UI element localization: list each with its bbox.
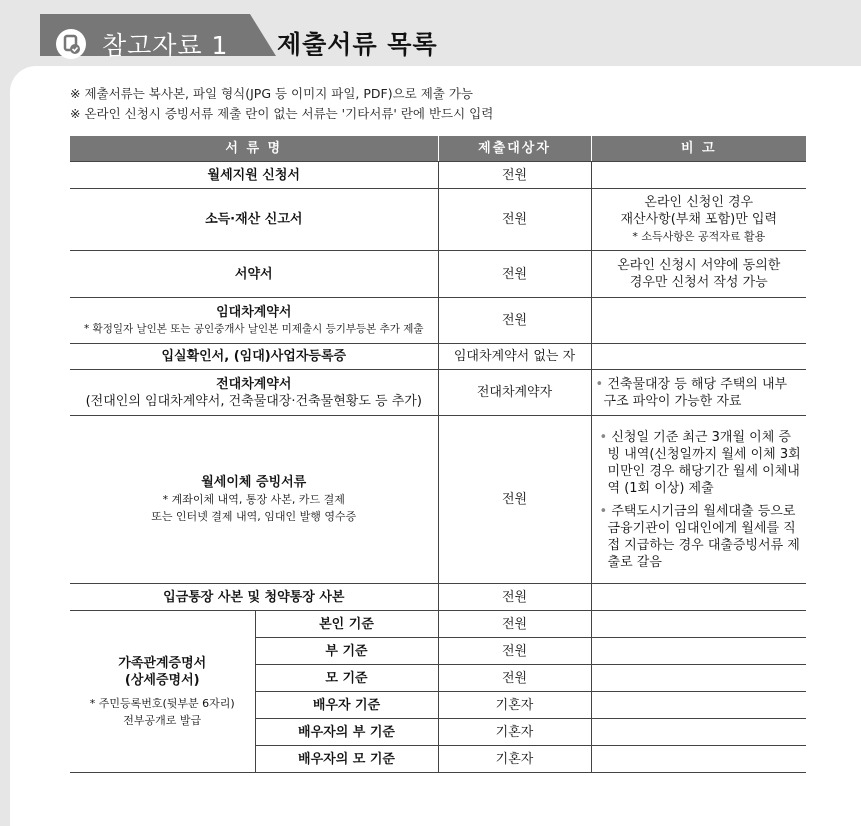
table-row bbox=[70, 298, 806, 344]
table-row bbox=[70, 189, 806, 251]
family-basis: 배우자의 모 기준 bbox=[255, 746, 438, 773]
doc-name bbox=[70, 416, 438, 584]
doc-target: 전원 bbox=[438, 665, 591, 692]
table-row bbox=[70, 162, 806, 189]
table-header-row bbox=[70, 136, 806, 162]
table-row bbox=[70, 251, 806, 298]
document-check-icon bbox=[56, 29, 86, 59]
bullet-icon: • bbox=[599, 503, 608, 519]
doc-remark bbox=[591, 189, 806, 251]
family-basis: 배우자 기준 bbox=[255, 692, 438, 719]
note-line: ※ 온라인 신청시 증빙서류 제출 란이 없는 서류는 '기타서류' 란에 반드시 입력 bbox=[70, 106, 494, 121]
doc-target: 전원 bbox=[438, 298, 591, 344]
doc-target: 전원 bbox=[438, 416, 591, 584]
doc-title: 가족관계증명서 bbox=[118, 655, 207, 671]
doc-target: 전대차계약자 bbox=[438, 370, 591, 416]
doc-note: 또는 인터넷 결제 내역, 임대인 발행 영수증 bbox=[151, 510, 357, 523]
doc-remark bbox=[591, 344, 806, 370]
remark-line: 온라인 신청인 경우 bbox=[644, 195, 754, 210]
remark-line: 건축물대장 등 해당 주택의 내부 구조 파악이 가능한 자료 bbox=[603, 376, 788, 409]
section-header bbox=[0, 0, 861, 70]
doc-title: 전대차계약서 bbox=[216, 376, 292, 392]
remark-line: 온라인 신청시 서약에 동의한 bbox=[617, 258, 781, 273]
doc-name: 입실확인서, (임대)사업자등록증 bbox=[70, 344, 438, 370]
doc-target: 기혼자 bbox=[438, 746, 591, 773]
remark-item bbox=[596, 429, 803, 497]
doc-remark bbox=[591, 611, 806, 638]
page-title: 제출서류 목록 bbox=[277, 30, 438, 59]
remark-line: 주택도시기금의 월세대출 등으로 금융기관이 임대인에게 월세를 직접 지급하는 경우 대출증빙서류 제출로 갈음 bbox=[607, 503, 800, 570]
remark-line: 경우만 신청서 작성 가능 bbox=[629, 275, 768, 290]
table-row bbox=[70, 416, 806, 584]
doc-remark bbox=[591, 584, 806, 611]
remark-item bbox=[596, 503, 803, 571]
doc-remark bbox=[591, 746, 806, 773]
doc-remark bbox=[591, 665, 806, 692]
family-basis: 본인 기준 bbox=[255, 611, 438, 638]
bullet-icon: • bbox=[599, 429, 608, 445]
col-header-remark: 비 고 bbox=[591, 136, 806, 162]
doc-target: 전원 bbox=[438, 189, 591, 251]
bullet-icon: • bbox=[595, 376, 604, 392]
doc-remark bbox=[591, 719, 806, 746]
table-row bbox=[70, 370, 806, 416]
doc-note: (전대인의 임대차계약서, 건축물대장·건축물현황도 등 추가) bbox=[85, 393, 422, 409]
doc-name: 소득·재산 신고서 bbox=[70, 189, 438, 251]
remark-line: 신청일 기준 최근 3개월 이체 증빙 내역(신청일까지 월세 이체 3회 미만인 경우 해당기간 월세 이체내역 (1회 이상) 제출 bbox=[607, 429, 801, 496]
doc-target: 전원 bbox=[438, 251, 591, 298]
family-basis: 배우자의 부 기준 bbox=[255, 719, 438, 746]
table-row bbox=[70, 611, 806, 638]
doc-target: 전원 bbox=[438, 611, 591, 638]
doc-title: 임대차계약서 bbox=[216, 304, 292, 320]
doc-note: * 확정일자 날인본 또는 공인중개사 날인본 미제출시 등기부등본 추가 제출 bbox=[83, 322, 424, 335]
doc-remark bbox=[591, 638, 806, 665]
doc-target: 임대차계약서 없는 자 bbox=[438, 344, 591, 370]
doc-remark bbox=[591, 251, 806, 298]
doc-note: * 주민등록번호(뒷부분 6자리) bbox=[89, 696, 235, 710]
doc-remark bbox=[591, 416, 806, 584]
doc-remark bbox=[591, 162, 806, 189]
doc-name: 월세지원 신청서 bbox=[70, 162, 438, 189]
doc-target: 전원 bbox=[438, 162, 591, 189]
doc-target: 기혼자 bbox=[438, 719, 591, 746]
doc-name bbox=[70, 298, 438, 344]
doc-remark bbox=[591, 298, 806, 344]
doc-remark bbox=[591, 692, 806, 719]
remark-note: * 소득사항은 공적자료 활용 bbox=[632, 230, 766, 243]
doc-name: 입금통장 사본 및 청약통장 사본 bbox=[70, 584, 438, 611]
notes bbox=[70, 84, 493, 124]
doc-title: (상세증명서) bbox=[124, 672, 200, 688]
reference-badge: 참고자료 1 bbox=[102, 31, 229, 60]
documents-table bbox=[70, 136, 806, 773]
doc-target: 기혼자 bbox=[438, 692, 591, 719]
doc-note: 전부공개로 발급 bbox=[123, 713, 202, 727]
doc-target: 전원 bbox=[438, 638, 591, 665]
col-header-name: 서 류 명 bbox=[70, 136, 438, 162]
col-header-target: 제출대상자 bbox=[438, 136, 591, 162]
doc-title: 월세이체 증빙서류 bbox=[201, 475, 307, 490]
remark-line: 재산사항(부채 포함)만 입력 bbox=[620, 212, 778, 227]
family-basis: 모 기준 bbox=[255, 665, 438, 692]
family-basis: 부 기준 bbox=[255, 638, 438, 665]
doc-note: * 계좌이체 내역, 통장 사본, 카드 결제 bbox=[162, 493, 345, 506]
note-line: ※ 제출서류는 복사본, 파일 형식(JPG 등 이미지 파일, PDF)으로 제출 가능 bbox=[70, 86, 473, 101]
family-doc-name bbox=[70, 611, 255, 773]
doc-target: 전원 bbox=[438, 584, 591, 611]
doc-name: 서약서 bbox=[70, 251, 438, 298]
table-row bbox=[70, 344, 806, 370]
doc-remark bbox=[591, 370, 806, 416]
doc-name bbox=[70, 370, 438, 416]
table-row bbox=[70, 584, 806, 611]
